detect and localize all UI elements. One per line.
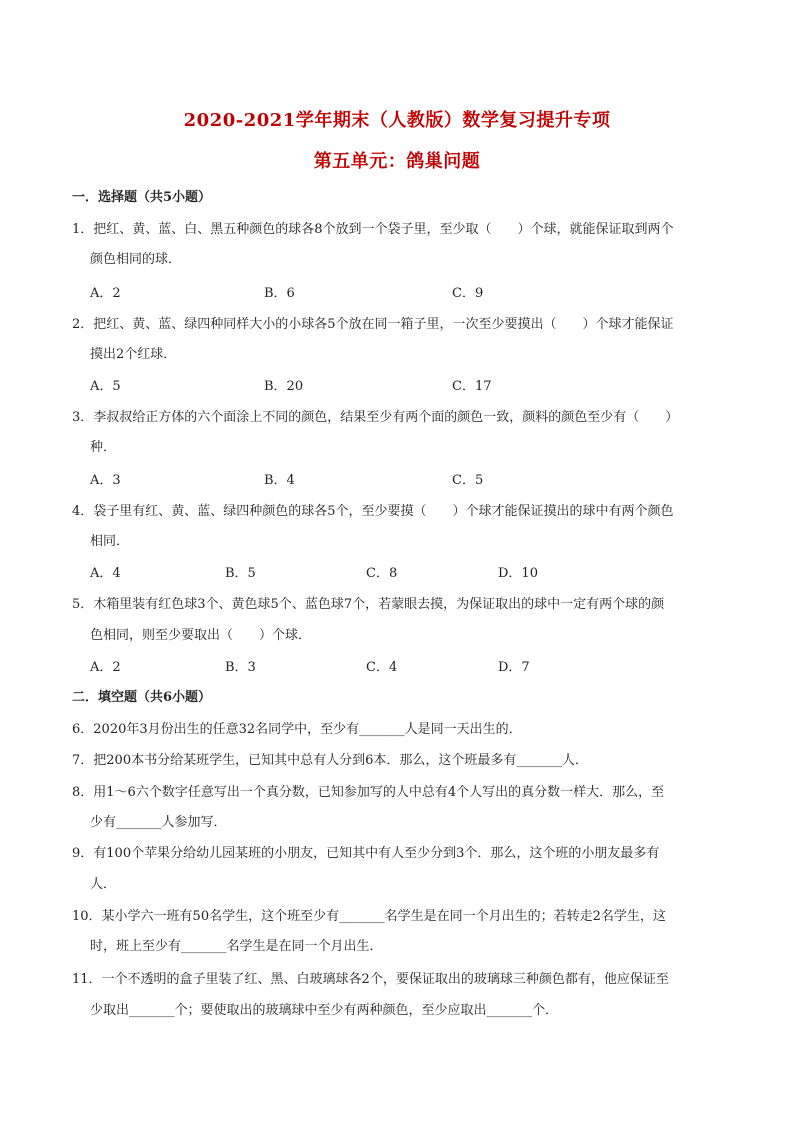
- question-3-option-a: A．3: [90, 473, 121, 488]
- question-4-option-c: C．8: [366, 566, 398, 581]
- question-5-option-d: D．7: [498, 660, 530, 675]
- document-subtitle: 第五单元：鸽巢问题: [313, 151, 481, 172]
- question-2-line-2: 摸出2个红球．: [90, 347, 177, 362]
- question-5-option-a: A．2: [90, 660, 121, 675]
- question-8-line-2: 少有_______人参加写．: [90, 815, 227, 830]
- question-5-option-b: B．3: [225, 660, 256, 675]
- question-2-option-b: B．20: [264, 379, 304, 394]
- question-8-line-1: 8．用1～6六个数字任意写出一个真分数，已知参加写的人中总有4个人写出的真分数一样大．那么，至: [72, 785, 665, 800]
- question-5-line-1: 5．木箱里装有红色球3个、黄色球5个、蓝色球7个，若蒙眼去摸，为保证取出的球中一定有两个球的颜: [72, 597, 665, 612]
- question-3-option-b: B．4: [264, 473, 295, 488]
- question-3-option-c: C．5: [452, 473, 484, 488]
- question-4-option-b: B．5: [225, 566, 256, 581]
- section-heading-choice: 一．选择题（共5小题）: [72, 190, 212, 205]
- question-11-line-2: 少取出_______个；要使取出的玻璃球中至少有两种颜色，至少应取出_______个．: [90, 1003, 559, 1018]
- question-4-line-1: 4．袋子里有红、黄、蓝、绿四种颜色的球各5个，至少要摸（ ）个球才能保证摸出的球中有两个颜色: [72, 504, 674, 519]
- question-7-line-1: 7．把200本书分给某班学生，已知其中总有人分到6本．那么，这个班最多有_______人．: [72, 753, 588, 768]
- question-10-line-1: 10．某小学六一班有50名学生，这个班至少有_______名学生是在同一个月出生的；若转走2名学生，这: [72, 909, 666, 924]
- question-4-option-a: A．4: [90, 566, 121, 581]
- question-4-line-2: 相同．: [90, 534, 130, 549]
- section-heading-fill: 二．填空题（共6小题）: [72, 690, 212, 705]
- question-1-line-1: 1．把红、黄、蓝、白、黑五种颜色的球各8个放到一个袋子里，至少取（ ）个球，就能保证取到两个: [72, 222, 674, 237]
- question-1-option-a: A．2: [90, 286, 121, 301]
- question-4-option-d: D．10: [498, 566, 538, 581]
- question-1-line-2: 颜色相同的球．: [90, 252, 182, 267]
- question-3-line-2: 种．: [90, 440, 117, 455]
- question-2-option-c: C．17: [452, 379, 492, 394]
- question-1-option-c: C．9: [452, 286, 484, 301]
- document-title: 2020-2021学年期末（人教版）数学复习提升专项: [183, 110, 611, 131]
- question-9-line-1: 9．有100个苹果分给幼儿园某班的小朋友，已知其中有人至少分到3个．那么，这个班的小朋友最多有: [72, 846, 660, 861]
- question-6-line-1: 6．2020年3月份出生的任意32名同学中，至少有_______人是同一天出生的．: [72, 722, 522, 737]
- question-5-option-c: C．4: [366, 660, 398, 675]
- question-3-line-1: 3．李叔叔给正方体的六个面涂上不同的颜色，结果至少有两个面的颜色一致，颜料的颜色至少有（ ）: [72, 410, 679, 425]
- question-10-line-2: 时，班上至少有_______名学生是在同一个月出生．: [90, 939, 383, 954]
- question-11-line-1: 11．一个不透明的盒子里装了红、黑、白玻璃球各2个，要保证取出的玻璃球三种颜色都有，他应保证至: [72, 972, 669, 987]
- question-1-option-b: B．6: [264, 286, 295, 301]
- question-2-line-1: 2．把红、黄、蓝、绿四种同样大小的小球各5个放在同一箱子里，一次至少要摸出（ ）个球才能保证: [72, 317, 674, 332]
- question-9-line-2: 人．: [90, 877, 117, 892]
- question-2-option-a: A．5: [90, 379, 121, 394]
- question-5-line-2: 色相同，则至少要取出（ ）个球．: [90, 628, 312, 643]
